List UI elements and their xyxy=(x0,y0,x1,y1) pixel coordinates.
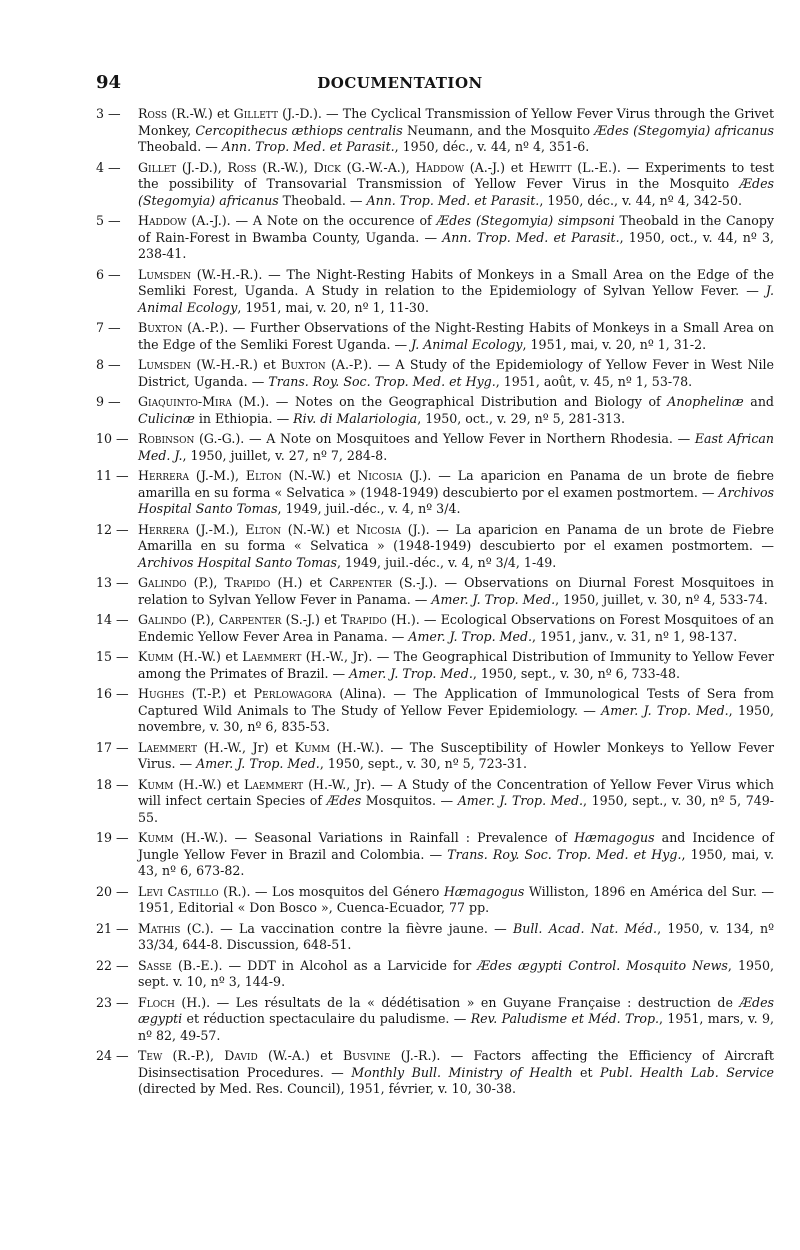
reference-title-italic: Rev. Paludisme et Méd. Trop. xyxy=(470,1011,660,1026)
reference-text: , 1950, déc., v. 44, nº 4, 342-50. xyxy=(539,192,742,208)
reference-text: , 1951, mai, v. 20, nº 1, 31-2. xyxy=(522,336,707,352)
reference-title-italic: Cercopithecus æthiops centralis xyxy=(195,122,403,138)
author-name: Gillett xyxy=(233,106,278,121)
reference-text: (H.) et xyxy=(270,575,330,590)
reference-text: (H.-W., Jr). — The Geographical Distribution of Immunity to Yellow Fever among the Primates of Brazil. — xyxy=(138,649,774,681)
reference-text: Theobald. — xyxy=(278,192,367,208)
reference-number: 7 — xyxy=(96,320,121,335)
reference-number: 17 — xyxy=(96,739,129,755)
reference-item xyxy=(96,394,774,427)
reference-text: , 1950, mai, v. 43, nº 6, 673-82. xyxy=(138,846,775,878)
author-name: Herrera xyxy=(138,468,189,483)
reference-text: (J.-M.), xyxy=(188,521,246,537)
reference-text: (J.-R.). — Factors affecting the Efficiency of Aircraft Disinsectisation Procedures. — xyxy=(138,1048,774,1080)
reference-text: (N.-W.) et xyxy=(281,468,358,483)
reference-item xyxy=(96,575,774,608)
reference-text: Neumann, and the Mosquito xyxy=(402,122,595,138)
reference-item xyxy=(96,320,774,353)
reference-text: , 1950, sept., v. 30, nº 5, 749-55. xyxy=(138,793,774,825)
reference-text: (J.). — La aparicion en Panama de un brote de fiebre amarilla en su forma « Selvatica » (1948-1949) descubierto por el examen postmortem. — xyxy=(138,468,774,500)
reference-number: 10 — xyxy=(96,431,129,446)
reference-text: (R.). — Los mosquitos del Género xyxy=(218,883,444,899)
reference-text: , 1950, sept., v. 30, nº 6, 733-48. xyxy=(472,665,680,681)
author-name: Trapido xyxy=(340,612,387,627)
reference-text: , 1951, janv., v. 31, nº 1, 98-137. xyxy=(532,628,738,644)
reference-text: (J.). — La aparicion en Panama de un brote de Fiebre Amarilla en su forma « Selvatica » (1948-1949) descubierto por el examen postmortem. — xyxy=(138,521,774,553)
reference-text: (S.-J.). — Observations on Diurnal Forest Mosquitoes in relation to Sylvan Yellow Fever in Panama. — xyxy=(138,575,774,607)
reference-text: , 1949, juil.-déc., v. 4, nº 3/4, 1-49. xyxy=(337,554,557,570)
reference-title-italic: Culicinæ xyxy=(138,410,195,426)
reference-title-italic: Monthly Bull. Ministry of Health xyxy=(351,1064,573,1080)
author-name: Nicosia xyxy=(355,521,402,537)
author-name: Laemmert xyxy=(138,739,198,755)
reference-number: 22 — xyxy=(96,957,129,973)
reference-title-italic: Ann. Trop. Med. et Parasit. xyxy=(366,192,540,208)
reference-text: (A.-P.). — A Study of the Epidemiology of Yellow Fever in West Nile District, Uganda. — xyxy=(138,357,774,389)
author-name: Ross xyxy=(138,106,168,121)
reference-text: (T.-P.) et xyxy=(184,686,254,701)
reference-title-italic: East African Med. J. xyxy=(138,431,775,463)
author-name: Kumm xyxy=(138,649,174,664)
reference-text: (S.-J.) et xyxy=(281,612,341,627)
reference-item xyxy=(96,431,774,464)
author-name: Ross xyxy=(227,159,257,175)
reference-title-italic: Ann. Trop. Med. et Parasit. xyxy=(442,229,620,245)
reference-number: 18 — xyxy=(96,776,129,792)
running-head: DOCUMENTATION xyxy=(317,74,483,92)
author-name: Kumm xyxy=(138,776,174,792)
reference-item xyxy=(96,160,774,210)
reference-item xyxy=(96,958,774,991)
reference-text: et réduction spectaculaire du paludisme. — xyxy=(182,1011,471,1026)
reference-text: (B.-E.). — DDT in Alcohol as a Larvicide for xyxy=(171,957,478,973)
reference-title-italic: Archivos Hospital Santo Tomas xyxy=(138,484,774,516)
reference-text: Williston, 1896 en América del Sur. — 1951, Editorial « Don Bosco », Cuenca-Ecuador, 77 pp. xyxy=(138,883,774,915)
reference-title-italic: J. Animal Ecology xyxy=(138,283,774,315)
reference-number: 12 — xyxy=(96,521,129,537)
reference-item xyxy=(96,267,774,317)
author-name: Herrera xyxy=(138,521,189,537)
reference-title-italic: Ædes (Stegomyia) africanus xyxy=(594,122,774,138)
reference-title-italic: Trans. Roy. Soc. Trop. Med. et Hyg. xyxy=(268,373,496,389)
reference-text: , 1950, sept., v. 30, nº 5, 723-31. xyxy=(319,756,527,771)
reference-text: (R.-W.), xyxy=(256,159,314,175)
author-name: Tew xyxy=(138,1048,163,1063)
reference-number: 15 — xyxy=(96,649,129,664)
reference-item xyxy=(96,213,774,263)
reference-text: , 1949, juil.-déc., v. 4, nº 3/4. xyxy=(277,501,461,516)
reference-item xyxy=(96,686,774,736)
reference-text: , 1951, mars, v. 9, nº 82, 49-57. xyxy=(138,1011,774,1043)
author-name: Gillet xyxy=(138,159,177,175)
author-name: Kumm xyxy=(294,739,330,755)
reference-text: (P.), xyxy=(186,612,219,627)
reference-text: (J.-D.). — The Cyclical Transmission of Yellow Fever Virus through the Grivet Monkey, xyxy=(138,106,774,138)
author-name: Lumsden xyxy=(138,266,191,282)
reference-number: 23 — xyxy=(96,994,129,1010)
reference-title-italic: Amer. J. Trop. Med. xyxy=(408,628,533,644)
reference-list xyxy=(96,106,774,1102)
reference-item xyxy=(96,468,774,518)
reference-item xyxy=(96,884,774,917)
author-name: Levi Castillo xyxy=(138,883,219,899)
reference-title-italic: Ædes (Stegomyia) africanus xyxy=(138,176,774,208)
reference-item xyxy=(96,1048,774,1098)
author-name: Carpenter xyxy=(218,612,282,627)
reference-number: 13 — xyxy=(96,575,129,590)
author-name: Galindo xyxy=(138,575,187,590)
reference-text: , 1950, juillet, v. 27, nº 7, 284-8. xyxy=(182,447,388,463)
reference-title-italic: Publ. Health Lab. Service xyxy=(600,1064,774,1080)
author-name: Hewitt xyxy=(528,159,572,175)
author-name: Floch xyxy=(138,994,175,1010)
reference-number: 14 — xyxy=(96,612,129,627)
reference-number: 19 — xyxy=(96,830,129,845)
reference-title-italic: Riv. di Malariologia xyxy=(293,410,418,426)
reference-text: , 1950, v. 134, nº 33/34, 644-8. Discussion, 648-51. xyxy=(138,920,774,952)
author-name: Galindo xyxy=(138,612,187,627)
page-number: 94 xyxy=(96,72,122,93)
reference-text: (G.-G.). — A Note on Mosquitoes and Yellow Fever in Northern Rhodesia. — xyxy=(194,431,695,446)
reference-text: (A.-J.) et xyxy=(464,159,529,175)
reference-title-italic: Amer. J. Trop. Med. xyxy=(196,756,320,771)
author-name: Trapido xyxy=(224,575,271,590)
reference-text: (R.-P.), xyxy=(162,1048,225,1063)
reference-text: (H.-W.). — The Susceptibility of Howler Monkeys to Yellow Fever Virus. — xyxy=(138,739,774,771)
author-name: Carpenter xyxy=(329,575,392,590)
reference-text: , 1950, déc., v. 44, nº 4, 351-6. xyxy=(394,139,590,154)
author-name: Laemmert xyxy=(244,776,304,792)
reference-title-italic: Ann. Trop. Med. et Parasit. xyxy=(221,139,395,154)
reference-text: (H.-W., Jr) et xyxy=(197,739,295,755)
reference-title-italic: Hæmagogus xyxy=(574,830,655,845)
author-name: Elton xyxy=(245,521,282,537)
reference-text: (A.-P.). — Further Observations of the Night-Resting Habits of Monkeys in a Small Area on the Edge of the Semliki Forest Uganda. — xyxy=(138,320,774,352)
reference-title-italic: Amer. J. Trop. Med. xyxy=(457,793,584,808)
reference-item xyxy=(96,830,774,880)
reference-text: Theobald in the Canopy of Rain-Forest in Bwamba County, Uganda. — xyxy=(138,213,774,245)
reference-number: 24 — xyxy=(96,1048,129,1063)
reference-item xyxy=(96,106,774,156)
reference-text: (Alina). — The Application of Immunological Tests of Sera from Captured Wild Animals to The Study of Yellow Fever Epidemiology. — xyxy=(138,686,774,718)
author-name: Buxton xyxy=(281,357,326,372)
reference-text: (H.). — Les résultats de la « dédétisation » en Guyane Française : destruction de xyxy=(174,994,740,1010)
reference-item xyxy=(96,740,774,773)
reference-text: , 1950, oct., v. 44, nº 3, 238-41. xyxy=(138,229,774,261)
author-name: Hughes xyxy=(138,686,185,701)
author-name: Robinson xyxy=(138,431,195,446)
reference-text: (R.-W.) et xyxy=(167,106,234,121)
reference-item xyxy=(96,649,774,682)
reference-number: 16 — xyxy=(96,686,129,701)
author-name: Buxton xyxy=(138,320,183,335)
author-name: Mathis xyxy=(138,920,181,936)
author-name: David xyxy=(224,1048,258,1063)
author-name: Dick xyxy=(313,159,341,175)
reference-number: 20 — xyxy=(96,883,129,899)
author-name: Giaquinto-Mira xyxy=(138,394,232,409)
reference-text: , 1950, novembre, v. 30, nº 6, 835-53. xyxy=(138,702,774,734)
reference-text: , 1950, oct., v. 29, nº 5, 281-313. xyxy=(417,410,626,426)
reference-title-italic: Archivos Hospital Santo Tomas xyxy=(138,554,337,570)
author-name: Busvine xyxy=(342,1048,391,1063)
reference-text: (C.). — La vaccination contre la fièvre jaune. — xyxy=(180,920,514,936)
author-name: Nicosia xyxy=(357,468,403,483)
reference-number: 4 — xyxy=(96,159,121,175)
reference-text: (N.-W.) et xyxy=(281,521,356,537)
reference-title-italic: Amer. J. Trop. Med. xyxy=(601,702,729,718)
reference-text: et xyxy=(572,1064,601,1080)
author-name: Lumsden xyxy=(138,357,191,372)
reference-text: (G.-W.-A.), xyxy=(340,159,416,175)
reference-text: , 1951, mai, v. 20, nº 1, 11-30. xyxy=(237,299,429,315)
reference-item xyxy=(96,777,774,827)
reference-title-italic: Ædes ægypti xyxy=(138,994,774,1026)
reference-title-italic: Amer. J. Trop. Med. xyxy=(431,591,556,607)
reference-text: , 1950, juillet, v. 30, nº 4, 533-74. xyxy=(555,591,768,607)
reference-text: in Ethiopia. — xyxy=(194,410,294,426)
reference-text: (H.-W., Jr). — A Study of the Concentration of Yellow Fever Virus which will infect certain Species of xyxy=(138,776,774,808)
author-name: Sasse xyxy=(138,957,172,973)
reference-item xyxy=(96,995,774,1045)
author-name: Haddow xyxy=(415,159,464,175)
reference-title-italic: Trans. Roy. Soc. Trop. Med. et Hyg. xyxy=(447,846,682,862)
reference-number: 5 — xyxy=(96,213,121,228)
reference-title-italic: Amer. J. Trop. Med. xyxy=(349,665,473,681)
reference-text: (L.-E.). — Experiments to test the possibility of Transovarial Transmission of Yellow Fever Virus in the Mosquito xyxy=(138,159,775,191)
reference-text: (W.-A.) et xyxy=(257,1048,343,1063)
reference-text: (J.-D.), xyxy=(176,159,228,175)
reference-text: and xyxy=(743,394,774,409)
reference-text: (H.-W.). — Seasonal Variations in Rainfall : Prevalence of xyxy=(173,830,575,845)
reference-text: (directed by Med. Res. Council), 1951, février, v. 10, 30-38. xyxy=(138,1081,516,1096)
author-name: Haddow xyxy=(138,213,187,228)
reference-text: Theobald. — xyxy=(138,139,222,154)
author-name: Laemmert xyxy=(242,649,302,664)
reference-title-italic: Anophelinæ xyxy=(667,394,744,409)
reference-text: and Incidence of Jungle Yellow Fever in Brazil and Colombia. — xyxy=(138,830,774,862)
reference-text: (A.-J.). — A Note on the occurence of xyxy=(186,213,437,228)
reference-text: (W.-H.-R.) et xyxy=(191,357,282,372)
reference-text: (M.). — Notes on the Geographical Distribution and Biology of xyxy=(231,394,668,409)
reference-item xyxy=(96,921,774,954)
reference-text: (P.), xyxy=(186,575,225,590)
reference-title-italic: Hæmagogus xyxy=(443,883,525,899)
reference-text: , 1950, sept. v. 10, nº 3, 144-9. xyxy=(138,957,775,989)
reference-number: 9 — xyxy=(96,394,121,409)
reference-text: (H.-W.) et xyxy=(173,649,243,664)
reference-item xyxy=(96,612,774,645)
reference-text: (W.-H.-R.). — The Night-Resting Habits of Monkeys in a Small Area on the Edge of the Semliki Forest, Uganda. A Study in relation to the Epidemiology of Sylvan Yellow Fever. — xyxy=(138,266,774,298)
reference-number: 6 — xyxy=(96,266,121,282)
author-name: Perlowagora xyxy=(253,686,332,701)
reference-title-italic: Ædes xyxy=(326,793,362,808)
reference-title-italic: J. Animal Ecology xyxy=(411,336,523,352)
reference-item xyxy=(96,522,774,572)
reference-text: , 1951, août, v. 45, nº 1, 53-78. xyxy=(495,373,693,389)
reference-number: 3 — xyxy=(96,106,121,121)
reference-title-italic: Ædes ægypti Control. Mosquito News xyxy=(477,957,728,973)
reference-title-italic: Bull. Acad. Nat. Méd. xyxy=(513,920,658,936)
author-name: Kumm xyxy=(138,830,174,845)
reference-text: (H.). — Ecological Observations on Forest Mosquitoes of an Endemic Yellow Fever Area in Panama. — xyxy=(138,612,774,644)
reference-number: 8 — xyxy=(96,357,121,372)
reference-number: 21 — xyxy=(96,920,129,936)
author-name: Elton xyxy=(245,468,282,483)
reference-text: Mosquitos. — xyxy=(361,793,458,808)
reference-text: (H.-W.) et xyxy=(173,776,245,792)
reference-number: 11 — xyxy=(96,468,129,483)
reference-text: (J.-M.), xyxy=(188,468,246,483)
reference-title-italic: Ædes (Stegomyia) simpsoni xyxy=(436,213,615,228)
reference-item xyxy=(96,357,774,390)
